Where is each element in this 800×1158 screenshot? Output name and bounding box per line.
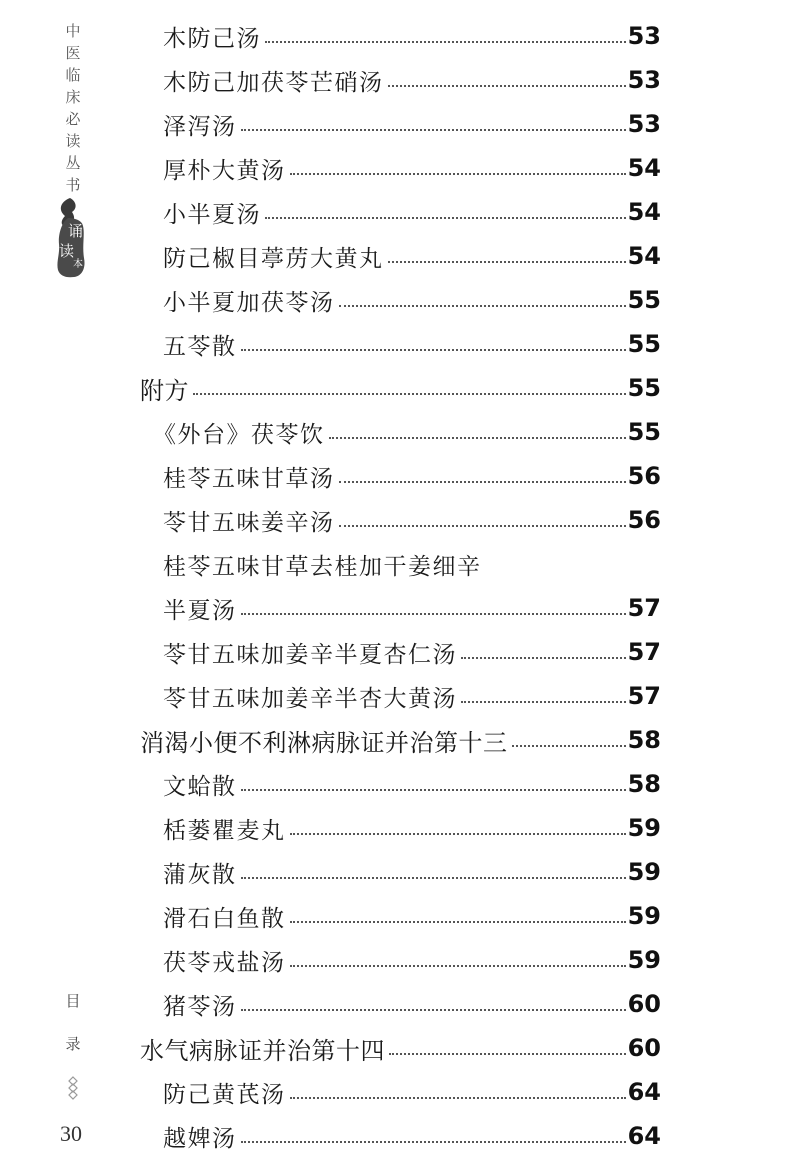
toc-entry[interactable] [163, 982, 661, 1026]
toc-entry[interactable] [163, 454, 661, 498]
toc-entry-title: 越婢汤 [163, 1125, 237, 1152]
dot-leader [265, 41, 626, 43]
chain-ornament-icon [66, 1076, 80, 1100]
dot-leader [265, 217, 626, 219]
toc-entry-title: 桂苓五味甘草去桂加干姜细辛 [163, 553, 482, 580]
toc-entry[interactable] [163, 498, 661, 542]
toc-entry-page: 55 [627, 286, 661, 314]
series-seal-logo [56, 196, 86, 278]
toc-entry-title: 茯苓戎盐汤 [163, 949, 286, 976]
toc-entry-page: 56 [627, 462, 661, 490]
toc-entry-title: 木防己汤 [163, 25, 261, 52]
series-title-char: 丛 [65, 154, 81, 172]
toc-entry-title: 厚朴大黄汤 [163, 157, 286, 184]
dot-leader [241, 1009, 626, 1011]
toc-entry-page: 55 [627, 418, 661, 446]
toc-entry-title: 水气病脉证并治第十四 [140, 1036, 385, 1065]
toc-entry-page: 64 [627, 1122, 661, 1150]
series-title-char: 书 [65, 176, 81, 194]
toc-entry-page: 58 [627, 770, 661, 798]
dot-leader [290, 833, 626, 835]
dot-leader [241, 129, 626, 131]
toc-entry-title: 苓甘五味加姜辛半杏大黄汤 [163, 685, 457, 712]
page-number: 30 [60, 1121, 82, 1146]
series-title-char: 必 [65, 110, 81, 128]
dot-leader [339, 305, 626, 307]
toc-entry-page: 55 [627, 330, 661, 358]
toc-entry[interactable] [163, 190, 661, 234]
toc-entry-title: 消渴小便不利淋病脉证并治第十三 [140, 728, 508, 757]
toc-entry-title: 蒲灰散 [163, 861, 237, 888]
toc-entry-page: 59 [627, 902, 661, 930]
toc-entry-page: 54 [627, 242, 661, 270]
toc-entry-page: 54 [627, 198, 661, 226]
toc-entry-page: 60 [627, 990, 661, 1018]
dot-leader [461, 701, 626, 703]
toc-entry-title: 小半夏加茯苓汤 [163, 289, 335, 316]
toc-entry-page: 53 [627, 66, 661, 94]
toc-entry[interactable] [153, 410, 661, 454]
toc-entry[interactable] [163, 278, 661, 322]
side-label-lu: 录 [65, 1035, 81, 1053]
toc-entry-page: 57 [627, 682, 661, 710]
series-title-char: 读 [65, 132, 81, 150]
toc-entry[interactable] [163, 58, 661, 102]
toc-entry-title: 苓甘五味加姜辛半夏杏仁汤 [163, 641, 457, 668]
toc-entry[interactable] [163, 674, 661, 718]
toc-entry-page: 55 [627, 374, 661, 402]
toc-section-entry[interactable] [140, 366, 661, 410]
series-title [61, 20, 85, 196]
side-label-mu: 目 [65, 992, 81, 1010]
series-title-char: 临 [65, 66, 81, 84]
toc-entry-title: 桂苓五味甘草汤 [163, 465, 335, 492]
toc-entry-page: 57 [627, 638, 661, 666]
toc-entry-title: 苓甘五味姜辛汤 [163, 509, 335, 536]
toc-section-entry[interactable] [140, 718, 661, 762]
dot-leader [329, 437, 626, 439]
dot-leader [241, 613, 626, 615]
dot-leader [290, 1097, 626, 1099]
toc-entry[interactable] [163, 894, 661, 938]
dot-leader [241, 349, 626, 351]
dot-leader [388, 261, 626, 263]
toc-entry[interactable] [163, 102, 661, 146]
toc-entry-title: 栝蒌瞿麦丸 [163, 817, 286, 844]
toc-entry-page: 53 [627, 22, 661, 50]
toc-entry-title: 半夏汤 [163, 597, 237, 624]
toc-entry-page: 57 [627, 594, 661, 622]
toc-entry-wrapped-first-line[interactable] [163, 542, 661, 586]
series-title-char: 床 [65, 88, 81, 106]
toc-entry-title: 《外台》茯苓饮 [153, 421, 325, 448]
toc-entry-title: 五苓散 [163, 333, 237, 360]
toc-entry[interactable] [163, 806, 661, 850]
toc-entry[interactable] [163, 586, 661, 630]
toc-entry-page: 54 [627, 154, 661, 182]
toc-entry-title: 泽泻汤 [163, 113, 237, 140]
toc-section-entry[interactable] [140, 1026, 661, 1070]
seal-char: 读 [59, 242, 75, 260]
toc-entry-title: 附方 [140, 376, 189, 405]
dot-leader [241, 1141, 626, 1143]
toc-entry-page: 60 [627, 1034, 661, 1062]
dot-leader [241, 877, 626, 879]
toc-entry-title: 防己椒目葶苈大黄丸 [163, 245, 384, 272]
toc-entry-page: 59 [627, 946, 661, 974]
toc-entry-page: 58 [627, 726, 661, 754]
toc-entry-title: 滑石白鱼散 [163, 905, 286, 932]
toc-entry-page: 59 [627, 814, 661, 842]
seal-char: 本 [73, 259, 83, 270]
dot-leader [389, 1053, 626, 1055]
dot-leader [461, 657, 626, 659]
toc-entry[interactable] [163, 630, 661, 674]
dot-leader [339, 481, 626, 483]
toc-entry-page: 56 [627, 506, 661, 534]
dot-leader [290, 173, 626, 175]
dot-leader [512, 745, 626, 747]
series-title-char: 中 [65, 22, 81, 40]
toc-entry-page: 64 [627, 1078, 661, 1106]
toc-entry-page: 59 [627, 858, 661, 886]
dot-leader [290, 921, 626, 923]
dot-leader [193, 393, 626, 395]
toc-entry[interactable] [163, 14, 661, 58]
toc-entry-title: 小半夏汤 [163, 201, 261, 228]
toc-entry-page: 53 [627, 110, 661, 138]
dot-leader [241, 789, 626, 791]
dot-leader [290, 965, 626, 967]
toc-entry[interactable] [163, 234, 661, 278]
toc-entry[interactable] [163, 322, 661, 366]
toc-entry-title: 防己黄芪汤 [163, 1081, 286, 1108]
toc-entry[interactable] [163, 762, 661, 806]
toc-entry[interactable] [163, 850, 661, 894]
toc-entry[interactable] [163, 938, 661, 982]
seal-char: 诵 [68, 222, 84, 240]
toc-entry[interactable] [163, 146, 661, 190]
series-title-char: 医 [65, 44, 81, 62]
dot-leader [339, 525, 626, 527]
toc-entry-title: 文蛤散 [163, 773, 237, 800]
dot-leader [388, 85, 626, 87]
toc-entry[interactable] [163, 1070, 661, 1114]
toc-entry[interactable] [163, 1114, 661, 1158]
toc-entry-title: 猪苓汤 [163, 993, 237, 1020]
toc-entry-title: 木防己加茯苓芒硝汤 [163, 69, 384, 96]
